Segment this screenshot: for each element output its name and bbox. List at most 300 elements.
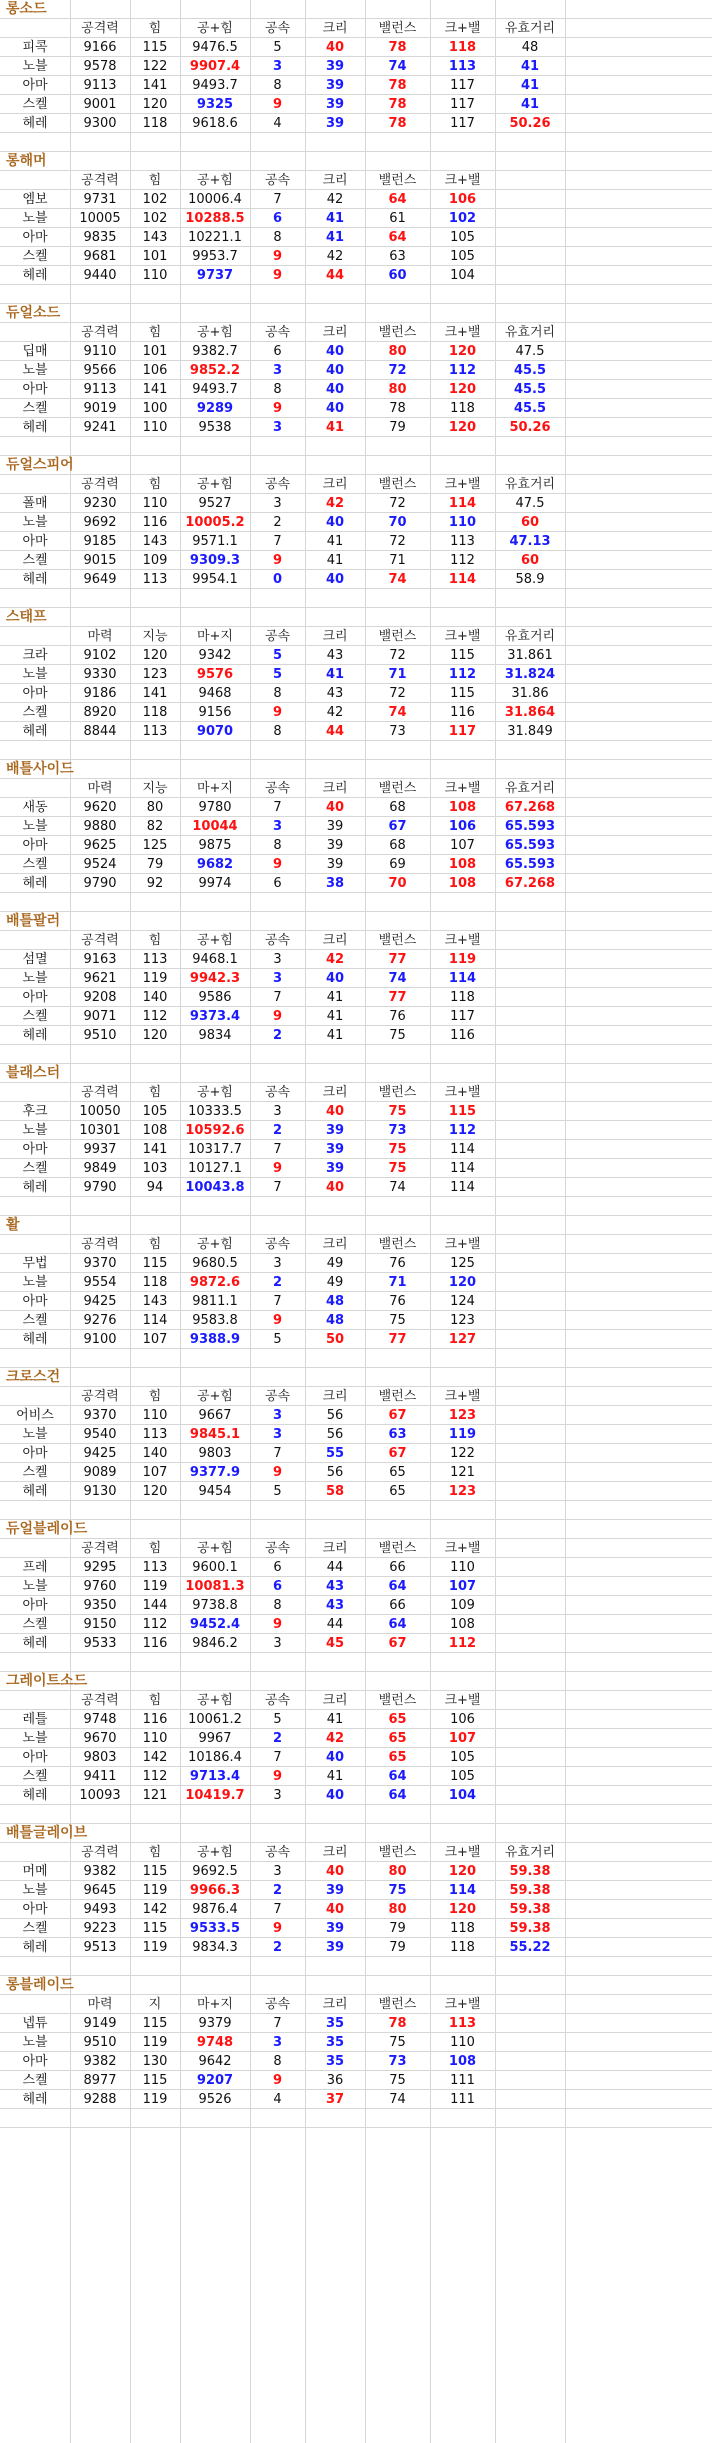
value-cell[interactable]: 9846.2: [192, 1636, 238, 1651]
column-header[interactable]: 크리: [322, 1237, 348, 1252]
value-cell[interactable]: 9425: [83, 1446, 117, 1461]
value-cell[interactable]: 116: [142, 1712, 168, 1727]
table-row[interactable]: [0, 1292, 712, 1311]
value-cell[interactable]: 43: [326, 686, 344, 701]
value-cell[interactable]: 8: [273, 838, 282, 853]
value-cell[interactable]: 39: [325, 1883, 345, 1898]
value-cell[interactable]: 9620: [83, 800, 117, 815]
value-cell[interactable]: 116: [142, 1636, 168, 1651]
value-cell[interactable]: 9937: [83, 1142, 117, 1157]
value-cell[interactable]: 9538: [198, 420, 232, 435]
value-cell[interactable]: 9642: [198, 2054, 232, 2069]
value-cell[interactable]: 75: [388, 1161, 407, 1176]
item-name-cell[interactable]: 스켈: [22, 97, 48, 112]
column-header[interactable]: 공속: [264, 1693, 291, 1708]
value-cell[interactable]: 108: [448, 2054, 477, 2069]
value-cell[interactable]: 94: [146, 1180, 164, 1195]
column-header[interactable]: 마+지: [196, 629, 233, 644]
value-cell[interactable]: 10288.5: [185, 211, 245, 226]
value-cell[interactable]: 75: [389, 1028, 406, 1043]
value-cell[interactable]: 102: [448, 211, 477, 226]
value-cell[interactable]: 125: [142, 838, 168, 853]
table-row[interactable]: [0, 1881, 712, 1900]
item-name-cell[interactable]: 프레: [22, 1560, 48, 1575]
value-cell[interactable]: 9452.4: [189, 1617, 241, 1632]
value-cell[interactable]: 119: [448, 1427, 477, 1442]
value-cell[interactable]: 111: [450, 2073, 475, 2088]
table-row[interactable]: [0, 1425, 712, 1444]
item-name-cell[interactable]: 헤레: [22, 1788, 48, 1803]
value-cell[interactable]: 9: [272, 705, 283, 720]
value-cell[interactable]: 68: [389, 838, 406, 853]
value-cell[interactable]: 9015: [83, 553, 117, 568]
value-cell[interactable]: 9330: [83, 667, 117, 682]
value-cell[interactable]: 41: [520, 97, 540, 112]
value-cell[interactable]: 104: [448, 1788, 477, 1803]
value-cell[interactable]: 7: [273, 534, 282, 549]
value-cell[interactable]: 58.9: [515, 572, 545, 587]
item-name-cell[interactable]: 무법: [22, 1256, 48, 1271]
value-cell[interactable]: 78: [388, 40, 407, 55]
value-cell[interactable]: 101: [142, 249, 168, 264]
value-cell[interactable]: 76: [389, 1009, 406, 1024]
column-header[interactable]: 크리: [322, 173, 348, 188]
value-cell[interactable]: 72: [389, 686, 406, 701]
value-cell[interactable]: 7: [273, 1294, 282, 1309]
value-cell[interactable]: 75: [388, 1883, 407, 1898]
value-cell[interactable]: 9: [272, 553, 283, 568]
header-row[interactable]: [0, 627, 712, 646]
value-cell[interactable]: 9625: [83, 838, 117, 853]
value-cell[interactable]: 9880: [83, 819, 117, 834]
value-cell[interactable]: 56: [326, 1408, 344, 1423]
value-cell[interactable]: 48: [325, 1294, 345, 1309]
value-cell[interactable]: 140: [142, 990, 168, 1005]
value-cell[interactable]: 115: [142, 40, 168, 55]
header-row[interactable]: [0, 1539, 712, 1558]
value-cell[interactable]: 116: [450, 705, 475, 720]
table-row[interactable]: [0, 2033, 712, 2052]
value-cell[interactable]: 43: [325, 1579, 345, 1594]
value-cell[interactable]: 7: [273, 990, 282, 1005]
item-name-cell[interactable]: 레틀: [22, 1712, 48, 1727]
value-cell[interactable]: 78: [388, 78, 407, 93]
column-header[interactable]: 공격력: [81, 477, 119, 492]
value-cell[interactable]: 82: [146, 819, 164, 834]
header-row[interactable]: [0, 931, 712, 950]
item-name-cell[interactable]: 아마: [22, 838, 48, 853]
value-cell[interactable]: 69: [389, 857, 406, 872]
column-header[interactable]: 공+힘: [196, 1085, 233, 1100]
value-cell[interactable]: 50.26: [509, 116, 551, 131]
value-cell[interactable]: 3: [272, 2035, 283, 2050]
value-cell[interactable]: 9130: [83, 1484, 117, 1499]
table-row[interactable]: [0, 1463, 712, 1482]
value-cell[interactable]: 110: [142, 268, 168, 283]
table-row[interactable]: [0, 1634, 712, 1653]
spacer-row[interactable]: [0, 589, 712, 608]
section-title-row[interactable]: [0, 1064, 712, 1083]
value-cell[interactable]: 9411: [83, 1769, 117, 1784]
value-cell[interactable]: 7: [273, 192, 282, 207]
table-row[interactable]: [0, 266, 712, 285]
value-cell[interactable]: 9738.8: [192, 1598, 238, 1613]
value-cell[interactable]: 40: [325, 1788, 345, 1803]
value-cell[interactable]: 59.38: [509, 1902, 551, 1917]
item-name-cell[interactable]: 헤레: [22, 1332, 48, 1347]
value-cell[interactable]: 110: [142, 496, 168, 511]
value-cell[interactable]: 120: [142, 648, 168, 663]
value-cell[interactable]: 113: [142, 724, 168, 739]
value-cell[interactable]: 119: [142, 1883, 168, 1898]
item-name-cell[interactable]: 헤레: [22, 1180, 48, 1195]
column-header[interactable]: 크리: [322, 629, 348, 644]
value-cell[interactable]: 39: [326, 819, 344, 834]
column-header[interactable]: 힘: [148, 21, 162, 36]
value-cell[interactable]: 112: [142, 1009, 168, 1024]
item-name-cell[interactable]: 아마: [22, 686, 48, 701]
column-header[interactable]: 밸런스: [378, 1237, 417, 1252]
column-header[interactable]: 힘: [148, 1389, 162, 1404]
value-cell[interactable]: 118: [450, 990, 475, 1005]
column-header[interactable]: 공격력: [81, 1693, 119, 1708]
value-cell[interactable]: 3: [273, 952, 282, 967]
value-cell[interactable]: 71: [388, 1275, 407, 1290]
value-cell[interactable]: 40: [325, 515, 345, 530]
table-row[interactable]: [0, 798, 712, 817]
value-cell[interactable]: 114: [448, 572, 477, 587]
value-cell[interactable]: 9621: [83, 971, 117, 986]
value-cell[interactable]: 10333.5: [188, 1104, 242, 1119]
value-cell[interactable]: 9: [272, 1921, 283, 1936]
column-header[interactable]: 크+밸: [444, 1541, 481, 1556]
value-cell[interactable]: 119: [142, 1579, 168, 1594]
value-cell[interactable]: 120: [142, 1028, 168, 1043]
value-cell[interactable]: 9110: [83, 344, 117, 359]
value-cell[interactable]: 9289: [196, 401, 234, 416]
value-cell[interactable]: 65: [388, 1750, 407, 1765]
value-cell[interactable]: 74: [388, 572, 407, 587]
column-header[interactable]: 공+힘: [196, 1693, 233, 1708]
value-cell[interactable]: 9150: [83, 1617, 117, 1632]
item-name-cell[interactable]: 헤레: [22, 1636, 48, 1651]
value-cell[interactable]: 35: [325, 2016, 345, 2031]
column-header[interactable]: 공속: [264, 933, 291, 948]
value-cell[interactable]: 65: [388, 1731, 407, 1746]
value-cell[interactable]: 9207: [196, 2073, 234, 2088]
value-cell[interactable]: 9382: [83, 2054, 117, 2069]
value-cell[interactable]: 45.5: [513, 401, 547, 416]
table-row[interactable]: [0, 1178, 712, 1197]
table-row[interactable]: [0, 247, 712, 266]
column-header[interactable]: 밸런스: [378, 933, 417, 948]
value-cell[interactable]: 9680.5: [192, 1256, 238, 1271]
value-cell[interactable]: 3: [273, 1636, 282, 1651]
value-cell[interactable]: 10317.7: [188, 1142, 242, 1157]
column-header[interactable]: 크+밸: [444, 21, 481, 36]
value-cell[interactable]: 110: [142, 1731, 168, 1746]
value-cell[interactable]: 70: [388, 515, 407, 530]
item-name-cell[interactable]: 노블: [22, 1579, 48, 1594]
value-cell[interactable]: 10093: [79, 1788, 121, 1803]
column-header[interactable]: 공+힘: [196, 1845, 233, 1860]
value-cell[interactable]: 43: [325, 1598, 345, 1613]
value-cell[interactable]: 118: [142, 116, 168, 131]
value-cell[interactable]: 56: [326, 1465, 344, 1480]
value-cell[interactable]: 108: [450, 1617, 475, 1632]
value-cell[interactable]: 66: [389, 1560, 406, 1575]
value-cell[interactable]: 40: [325, 363, 345, 378]
spacer-row[interactable]: [0, 1045, 712, 1064]
value-cell[interactable]: 9554: [83, 1275, 117, 1290]
table-row[interactable]: [0, 551, 712, 570]
value-cell[interactable]: 9571.1: [192, 534, 238, 549]
table-row[interactable]: [0, 1444, 712, 1463]
value-cell[interactable]: 120: [142, 1484, 168, 1499]
value-cell[interactable]: 105: [450, 1750, 475, 1765]
value-cell[interactable]: 10592.6: [185, 1123, 245, 1138]
value-cell[interactable]: 9670: [83, 1731, 117, 1746]
value-cell[interactable]: 110: [142, 420, 168, 435]
value-cell[interactable]: 49: [326, 1256, 344, 1271]
table-row[interactable]: [0, 988, 712, 1007]
value-cell[interactable]: 9: [272, 97, 283, 112]
value-cell[interactable]: 7: [273, 1446, 282, 1461]
value-cell[interactable]: 120: [448, 420, 477, 435]
value-cell[interactable]: 10050: [79, 1104, 121, 1119]
column-header[interactable]: 밸런스: [378, 781, 417, 796]
value-cell[interactable]: 9493.7: [192, 382, 238, 397]
value-cell[interactable]: 73: [389, 724, 406, 739]
column-header[interactable]: 크+밸: [444, 1997, 481, 2012]
value-cell[interactable]: 39: [325, 78, 345, 93]
value-cell[interactable]: 73: [388, 1123, 407, 1138]
column-header[interactable]: 마력: [87, 1997, 113, 2012]
column-header[interactable]: 공+힘: [196, 933, 233, 948]
value-cell[interactable]: 45.5: [513, 363, 547, 378]
value-cell[interactable]: 42: [326, 192, 344, 207]
value-cell[interactable]: 113: [448, 2016, 477, 2031]
column-header[interactable]: 크+밸: [444, 629, 481, 644]
value-cell[interactable]: 5: [273, 40, 282, 55]
value-cell[interactable]: 10419.7: [185, 1788, 245, 1803]
value-cell[interactable]: 9186: [83, 686, 117, 701]
value-cell[interactable]: 92: [146, 876, 164, 891]
value-cell[interactable]: 127: [448, 1332, 477, 1347]
column-header[interactable]: 크리: [322, 477, 348, 492]
value-cell[interactable]: 110: [450, 2035, 475, 2050]
value-cell[interactable]: 120: [142, 97, 168, 112]
value-cell[interactable]: 9208: [83, 990, 117, 1005]
value-cell[interactable]: 9: [272, 857, 283, 872]
value-cell[interactable]: 114: [450, 1161, 475, 1176]
table-row[interactable]: [0, 209, 712, 228]
value-cell[interactable]: 117: [450, 1009, 475, 1024]
value-cell[interactable]: 122: [142, 59, 168, 74]
section-title-row[interactable]: [0, 760, 712, 779]
value-cell[interactable]: 3: [272, 363, 283, 378]
value-cell[interactable]: 8: [273, 382, 282, 397]
value-cell[interactable]: 9: [272, 1465, 283, 1480]
value-cell[interactable]: 72: [389, 496, 406, 511]
value-cell[interactable]: 71: [388, 667, 407, 682]
value-cell[interactable]: 80: [388, 382, 407, 397]
value-cell[interactable]: 9731: [83, 192, 117, 207]
spacer-row[interactable]: [0, 1349, 712, 1368]
column-header[interactable]: 밸런스: [378, 1389, 417, 1404]
item-name-cell[interactable]: 노블: [22, 2035, 48, 2050]
value-cell[interactable]: 5: [272, 648, 283, 663]
value-cell[interactable]: 65: [389, 1484, 406, 1499]
value-cell[interactable]: 114: [448, 1883, 477, 1898]
value-cell[interactable]: 115: [142, 1921, 168, 1936]
column-header[interactable]: 힘: [148, 1845, 162, 1860]
value-cell[interactable]: 112: [450, 553, 475, 568]
column-header[interactable]: 크리: [322, 933, 348, 948]
item-name-cell[interactable]: 아마: [22, 990, 48, 1005]
value-cell[interactable]: 74: [389, 1180, 406, 1195]
value-cell[interactable]: 115: [142, 1256, 168, 1271]
value-cell[interactable]: 107: [448, 1731, 477, 1746]
value-cell[interactable]: 119: [142, 2035, 168, 2050]
value-cell[interactable]: 77: [388, 990, 407, 1005]
value-cell[interactable]: 78: [388, 97, 407, 112]
value-cell[interactable]: 103: [142, 1161, 168, 1176]
item-name-cell[interactable]: 헤레: [22, 1940, 48, 1955]
value-cell[interactable]: 110: [448, 515, 477, 530]
value-cell[interactable]: 125: [450, 1256, 475, 1271]
value-cell[interactable]: 47.5: [515, 496, 545, 511]
item-name-cell[interactable]: 노블: [22, 211, 48, 226]
table-row[interactable]: [0, 722, 712, 741]
value-cell[interactable]: 141: [142, 78, 168, 93]
section-title-row[interactable]: [0, 456, 712, 475]
value-cell[interactable]: 9780: [198, 800, 232, 815]
value-cell[interactable]: 9533.5: [189, 1921, 241, 1936]
value-cell[interactable]: 55: [325, 1446, 345, 1461]
value-cell[interactable]: 0: [272, 572, 283, 587]
value-cell[interactable]: 9100: [83, 1332, 117, 1347]
value-cell[interactable]: 75: [389, 1313, 406, 1328]
table-row[interactable]: [0, 1748, 712, 1767]
value-cell[interactable]: 49: [326, 1275, 344, 1290]
value-cell[interactable]: 114: [448, 496, 477, 511]
value-cell[interactable]: 43: [326, 648, 344, 663]
value-cell[interactable]: 5: [273, 1712, 282, 1727]
column-header[interactable]: 크+밸: [444, 1693, 481, 1708]
value-cell[interactable]: 80: [388, 344, 407, 359]
value-cell[interactable]: 114: [450, 1142, 475, 1157]
column-header[interactable]: 유효거리: [504, 325, 556, 340]
table-row[interactable]: [0, 399, 712, 418]
value-cell[interactable]: 9166: [83, 40, 117, 55]
value-cell[interactable]: 102: [142, 211, 168, 226]
value-cell[interactable]: 118: [142, 1275, 168, 1290]
value-cell[interactable]: 9790: [83, 876, 117, 891]
value-cell[interactable]: 10301: [79, 1123, 121, 1138]
column-header[interactable]: 공+힘: [196, 21, 233, 36]
value-cell[interactable]: 2: [272, 1940, 283, 1955]
value-cell[interactable]: 2: [272, 1275, 283, 1290]
table-row[interactable]: [0, 1938, 712, 1957]
item-name-cell[interactable]: 노블: [22, 1123, 48, 1138]
item-name-cell[interactable]: 스켈: [22, 705, 48, 720]
value-cell[interactable]: 31.824: [504, 667, 556, 682]
item-name-cell[interactable]: 아마: [22, 1902, 48, 1917]
value-cell[interactable]: 9811.1: [192, 1294, 238, 1309]
column-header[interactable]: 공속: [264, 1541, 291, 1556]
value-cell[interactable]: 55.22: [509, 1940, 551, 1955]
value-cell[interactable]: 60: [520, 553, 540, 568]
item-name-cell[interactable]: 노블: [22, 1427, 48, 1442]
value-cell[interactable]: 122: [450, 1446, 475, 1461]
item-name-cell[interactable]: 엠보: [22, 192, 48, 207]
value-cell[interactable]: 3: [272, 420, 283, 435]
value-cell[interactable]: 105: [450, 249, 475, 264]
column-header[interactable]: 공격력: [81, 173, 119, 188]
value-cell[interactable]: 40: [325, 800, 345, 815]
table-row[interactable]: [0, 1273, 712, 1292]
table-row[interactable]: [0, 1710, 712, 1729]
column-header[interactable]: 크리: [322, 1389, 348, 1404]
item-name-cell[interactable]: 헤레: [22, 572, 48, 587]
value-cell[interactable]: 40: [325, 1864, 345, 1879]
column-header[interactable]: 크리: [322, 1693, 348, 1708]
section-title-row[interactable]: [0, 1520, 712, 1539]
column-header[interactable]: 크+밸: [444, 173, 481, 188]
value-cell[interactable]: 119: [142, 1940, 168, 1955]
value-cell[interactable]: 115: [450, 686, 475, 701]
table-row[interactable]: [0, 38, 712, 57]
column-header[interactable]: 지능: [142, 781, 168, 796]
value-cell[interactable]: 110: [142, 1408, 168, 1423]
column-header[interactable]: 밸런스: [378, 1997, 417, 2012]
value-cell[interactable]: 105: [142, 1104, 168, 1119]
table-row[interactable]: [0, 1140, 712, 1159]
item-name-cell[interactable]: 스켈: [22, 1161, 48, 1176]
value-cell[interactable]: 40: [325, 1104, 345, 1119]
item-name-cell[interactable]: 노블: [22, 1275, 48, 1290]
value-cell[interactable]: 74: [388, 705, 407, 720]
value-cell[interactable]: 112: [448, 667, 477, 682]
value-cell[interactable]: 70: [388, 876, 407, 891]
value-cell[interactable]: 116: [142, 515, 168, 530]
table-row[interactable]: [0, 1254, 712, 1273]
value-cell[interactable]: 5: [273, 1484, 282, 1499]
value-cell[interactable]: 113: [142, 1427, 168, 1442]
value-cell[interactable]: 7: [273, 1750, 282, 1765]
value-cell[interactable]: 143: [142, 1294, 168, 1309]
value-cell[interactable]: 41: [325, 667, 345, 682]
value-cell[interactable]: 41: [326, 1028, 344, 1043]
column-header[interactable]: 힘: [148, 933, 162, 948]
value-cell[interactable]: 73: [388, 2054, 407, 2069]
spacer-row[interactable]: [0, 1501, 712, 1520]
item-name-cell[interactable]: 노블: [22, 819, 48, 834]
value-cell[interactable]: 117: [450, 78, 475, 93]
value-cell[interactable]: 9379: [198, 2016, 232, 2031]
item-name-cell[interactable]: 크라: [22, 648, 48, 663]
value-cell[interactable]: 9586: [198, 990, 232, 1005]
value-cell[interactable]: 9: [272, 401, 283, 416]
value-cell[interactable]: 6: [272, 1579, 283, 1594]
table-row[interactable]: [0, 2014, 712, 2033]
value-cell[interactable]: 75: [388, 1104, 407, 1119]
table-row[interactable]: [0, 855, 712, 874]
item-name-cell[interactable]: 넵튜: [22, 2016, 48, 2031]
item-name-cell[interactable]: 머메: [22, 1864, 48, 1879]
value-cell[interactable]: 9440: [83, 268, 117, 283]
